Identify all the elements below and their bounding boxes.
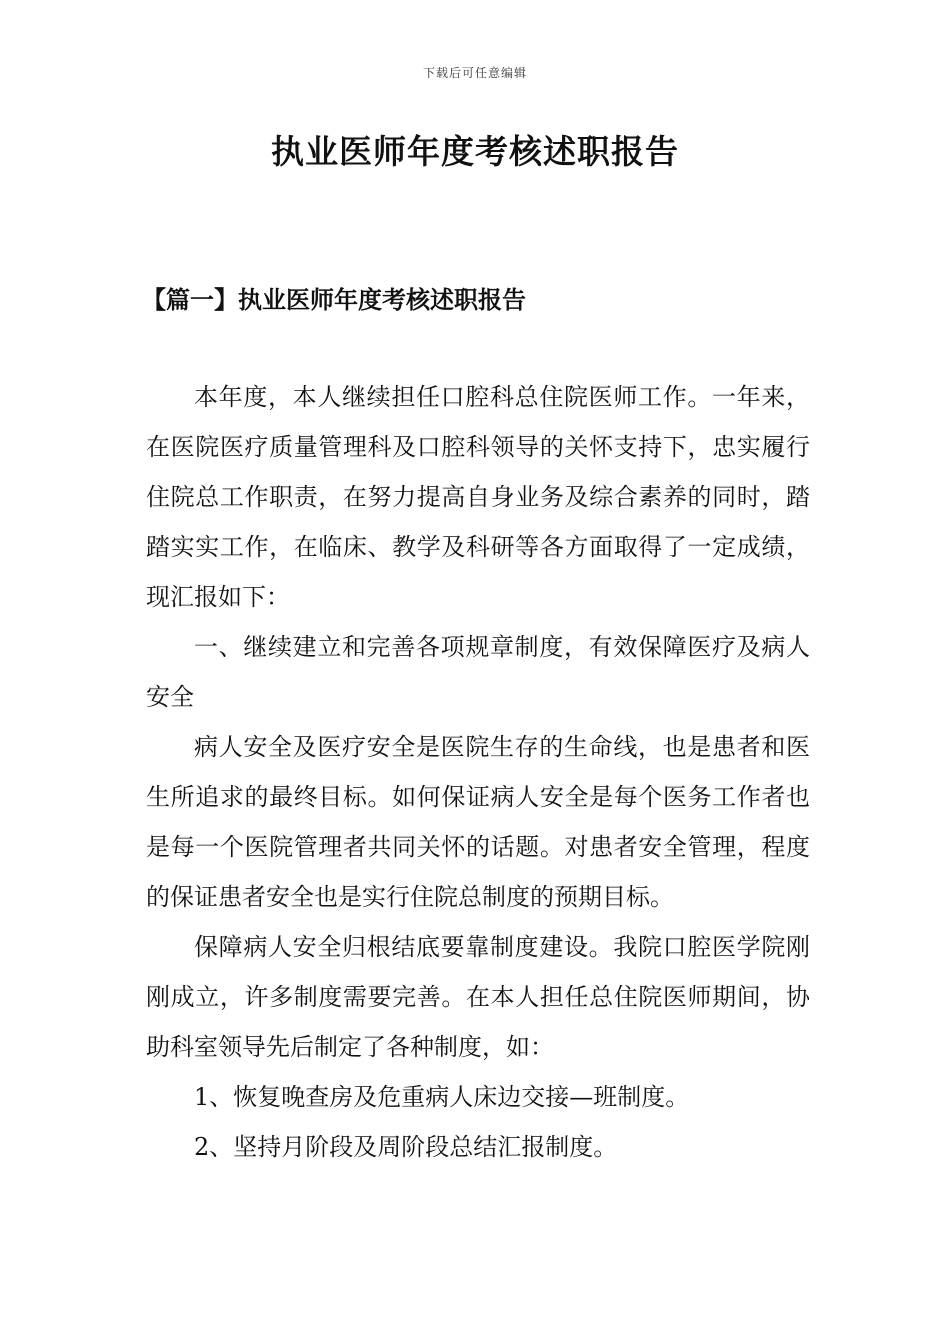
paragraph: 2、坚持月阶段及周阶段总结汇报制度。 <box>194 1133 618 1161</box>
document-body <box>146 372 810 1172</box>
header-note: 下载后可任意编辑 <box>422 66 527 80</box>
paragraph: 本年度，本人继续担任口腔科总住院医师工作。一年来，在医院医疗质量管理科及口腔科领导的关怀支持下，忠实履行住院总工作职责，在努力提高自身业务及综合素养的同时，踏踏实实工作，在临床、教学及科研等各方面取得了一定成绩，现汇报如下： <box>146 383 810 611</box>
paragraph: 保障病人安全归根结底要靠制度建设。我院口腔医学院刚刚成立，许多制度需要完善。在本人担任总住院医师期间，协助科室领导先后制定了各种制度，如： <box>146 933 810 1061</box>
paragraph: 1、恢复晚查房及危重病人床边交接—班制度。 <box>194 1083 690 1111</box>
document-title: 执业医师年度考核述职报告 <box>271 132 679 171</box>
section-heading: 【篇一】执业医师年度考核述职报告 <box>142 285 526 314</box>
paragraph: 一、继续建立和完善各项规章制度，有效保障医疗及病人安全 <box>146 633 810 711</box>
paragraph: 病人安全及医疗安全是医院生存的生命线，也是患者和医生所追求的最终目标。如何保证病人安全是每个医务工作者也是每一个医院管理者共同关怀的话题。对患者安全管理，程度的保证患者安全也是实行住院总制度的预期目标。 <box>146 733 810 911</box>
